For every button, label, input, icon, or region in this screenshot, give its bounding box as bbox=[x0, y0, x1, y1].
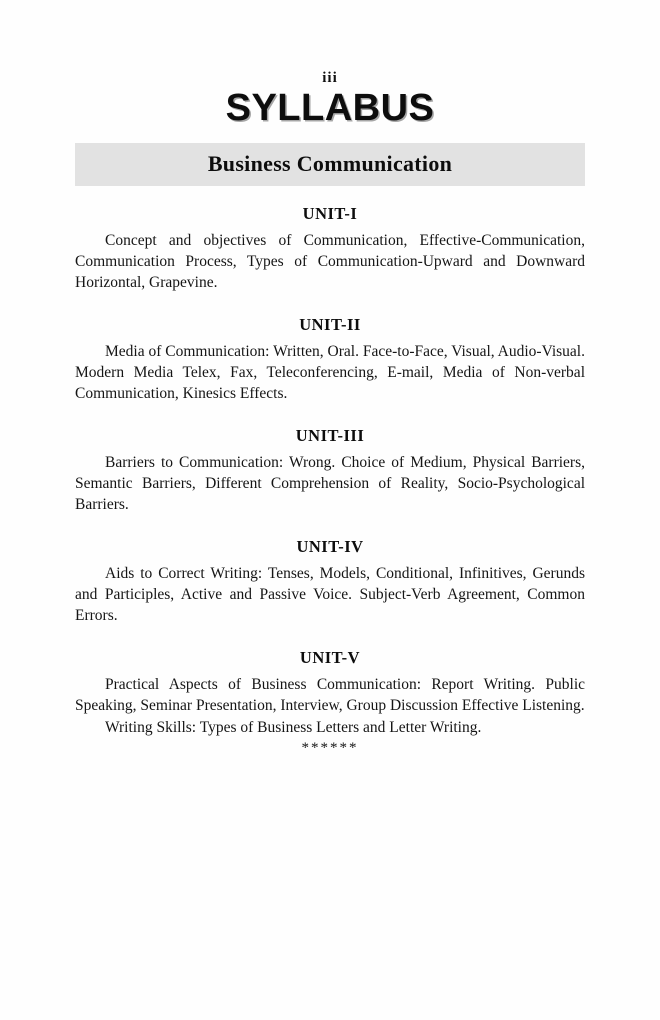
unit-body: Practical Aspects of Business Communication: Report Writing. Public Speaking, Seminar Presentation, Interview, Group Discussion Effective Listening. bbox=[75, 675, 585, 714]
unit-section-4 bbox=[75, 537, 585, 626]
unit-section-3 bbox=[75, 426, 585, 515]
unit-heading: UNIT-IV bbox=[296, 536, 364, 556]
page-title: SYLLABUS bbox=[225, 87, 435, 129]
subject-title: Business Communication bbox=[207, 150, 453, 176]
subject-banner bbox=[75, 143, 585, 186]
end-mark: ****** bbox=[301, 739, 359, 756]
unit-section-5 bbox=[75, 648, 585, 738]
unit-body: Media of Communication: Written, Oral. Face-to-Face, Visual, Audio-Visual. Modern Media Telex, Fax, Teleconferencing, E-mail, Media of Non-verbal Communication, Kinesics Effects. bbox=[75, 342, 585, 402]
unit-section-1 bbox=[75, 204, 585, 293]
unit-body: Aids to Correct Writing: Tenses, Models, Conditional, Infinitives, Gerunds and Participles, Active and Passive Voice. Subject-Verb Agreement, Common Errors. bbox=[75, 564, 585, 624]
unit-section-2 bbox=[75, 315, 585, 404]
unit-body: Barriers to Communication: Wrong. Choice of Medium, Physical Barriers, Semantic Barriers, Different Comprehension of Reality, Socio-Psychological Barriers. bbox=[75, 453, 585, 513]
unit-heading: UNIT-V bbox=[299, 647, 361, 667]
unit-body: Concept and objectives of Communication, Effective-Communication, Communication Process, Types of Communication-Upward and Downward Horizontal, Grapevine. bbox=[75, 231, 585, 291]
page-number: iii bbox=[322, 70, 338, 86]
unit-heading: UNIT-III bbox=[295, 425, 365, 445]
writing-skills-line: Writing Skills: Types of Business Letters and Letter Writing. bbox=[105, 718, 482, 736]
unit-heading: UNIT-I bbox=[302, 203, 358, 223]
unit-heading: UNIT-II bbox=[299, 314, 361, 334]
